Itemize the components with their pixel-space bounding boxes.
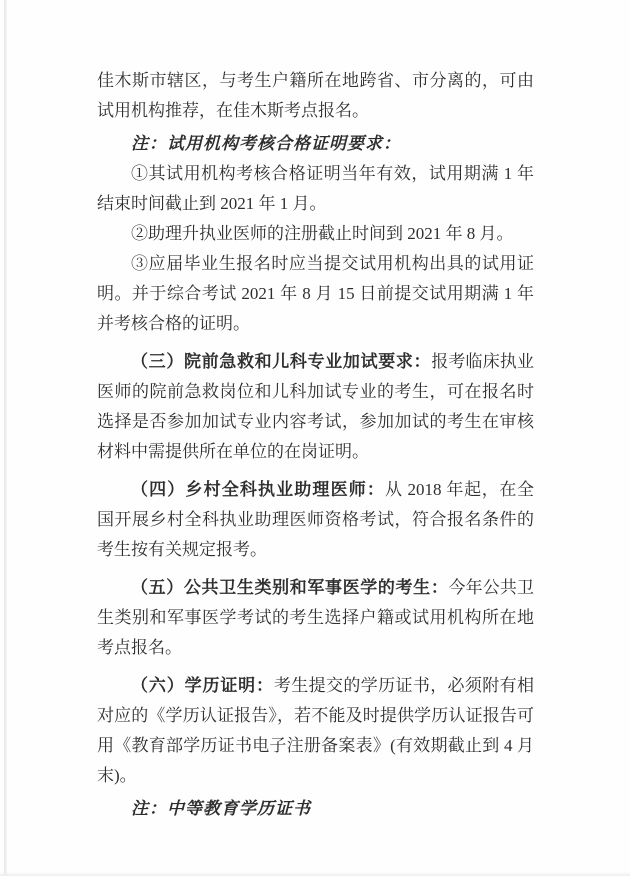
document-body: [97, 66, 534, 824]
list-item-2: ②助理升执业医师的注册截止时间到 2021 年 8 月。: [131, 224, 514, 243]
section-3-heading: （三）院前急救和儿科专业加试要求：: [131, 352, 432, 371]
section-5-paragraph: [97, 573, 534, 663]
list-item-3: ③应届毕业生报名时应当提交试用机构出具的试用证明。并于综合考试 2021 年 8 月 15 日前提交试用期满 1 年并考核合格的证明。: [97, 254, 534, 333]
note-secondary-education-certificate: 注：中等教育学历证书: [131, 799, 311, 818]
section-5-body: 今年公共卫生类别和军事医学考试的考生选择户籍或试用机构所在地考点报名。: [97, 578, 535, 657]
section-4-body: 从 2018 年起，在全国开展乡村全科执业助理医师资格考试，符合报名条件的考生按有关规定报考。: [97, 480, 534, 559]
list-item-1: ①其试用机构考核合格证明当年有效，试用期满 1 年结束时间截止到 2021 年 1 月。: [97, 164, 534, 213]
section-4-paragraph: [97, 475, 534, 565]
scan-bottom-edge-artifact: [0, 872, 630, 876]
section-3-paragraph: [97, 347, 534, 467]
section-6-paragraph: [97, 671, 534, 791]
section-3-body: 报考临床执业医师的院前急救岗位和儿科加试专业的考生，可在报名时选择是否参加加试专业内容考试，参加加试的考生在审核材料中需提供所在单位的在岗证明。: [97, 352, 535, 461]
section-5-heading: （五）公共卫生类别和军事医学的考生：: [131, 578, 449, 597]
paragraph-continuation: 佳木斯市辖区，与考生户籍所在地跨省、市分离的，可由试用机构推荐，在佳木斯考点报名。: [97, 71, 534, 120]
section-4-heading: （四）乡村全科执业助理医师：: [131, 480, 385, 499]
section-6-body: 考生提交的学历证书，必须附有相对应的《学历认证报告》，若不能及时提供学历认证报告可用《教育部学历证书电子注册备案表》(有效期截止到 4 月末)。: [97, 676, 535, 785]
scan-left-edge-artifact: [4, 0, 7, 876]
section-6-heading: （六）学历证明：: [131, 676, 274, 695]
note-trial-institution-requirements: 注：试用机构考核合格证明要求：: [131, 134, 401, 153]
